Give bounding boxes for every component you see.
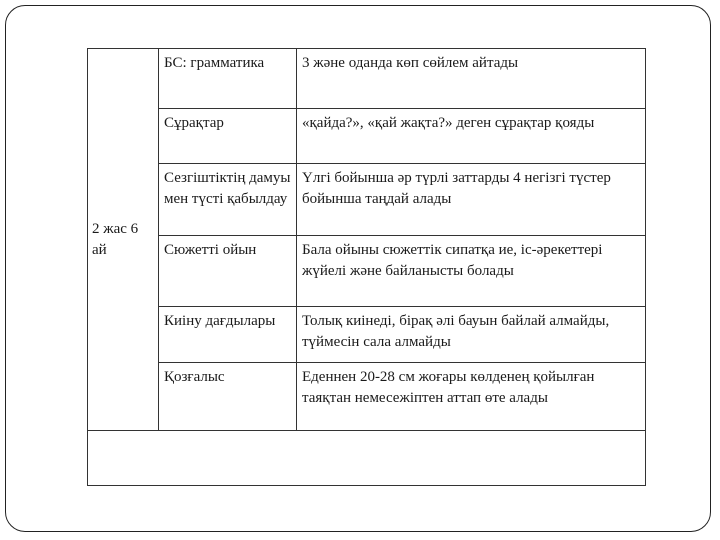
row-description-cell — [297, 109, 646, 164]
row-label-cell — [159, 307, 297, 363]
empty-cell — [88, 431, 646, 486]
row-description: 3 және оданда көп сөйлем айтады — [302, 55, 519, 71]
row-description-cell — [297, 363, 646, 431]
age-group-label: 2 жас 6 ай — [92, 220, 139, 258]
row-label-cell — [159, 363, 297, 431]
row-label-cell — [159, 49, 297, 109]
age-group-cell — [88, 49, 159, 431]
row-description: Толық киінеді, бірақ әлі бауын байлай алмайды, түймесін сала алмайды — [302, 313, 610, 350]
row-label-cell — [159, 164, 297, 236]
row-label-cell — [159, 109, 297, 164]
development-table — [87, 48, 646, 486]
table-row — [88, 164, 646, 236]
row-label: БС: грамматика — [164, 55, 265, 71]
empty-table-row — [88, 431, 646, 486]
table-row — [88, 236, 646, 307]
table-row — [88, 109, 646, 164]
table-row — [88, 363, 646, 431]
row-label: Киіну дағдылары — [164, 313, 276, 329]
row-description-cell — [297, 307, 646, 363]
row-description: «қайда?», «қай жақта?» деген сұрақтар қояды — [302, 115, 595, 131]
row-description: Еденнен 20-28 см жоғары көлденең қойылған таяқтан немесежіптен аттап өте алады — [302, 369, 595, 406]
row-label: Сезгіштіктің дамуы мен түсті қабылдау — [164, 170, 291, 207]
row-label: Сюжетті ойын — [164, 242, 257, 258]
row-description-cell — [297, 164, 646, 236]
row-description: Бала ойыны сюжеттік сипатқа ие, іс-әрекеттері жүйелі және байланысты болады — [302, 242, 603, 279]
row-description-cell — [297, 236, 646, 307]
row-label: Сұрақтар — [164, 115, 224, 131]
row-description: Үлгі бойынша әр түрлі заттарды 4 негізгі түстер бойынша таңдай алады — [302, 170, 611, 207]
table-row — [88, 49, 646, 109]
row-description-cell — [297, 49, 646, 109]
row-label: Қозғалыс — [164, 369, 225, 385]
row-label-cell — [159, 236, 297, 307]
table-row — [88, 307, 646, 363]
